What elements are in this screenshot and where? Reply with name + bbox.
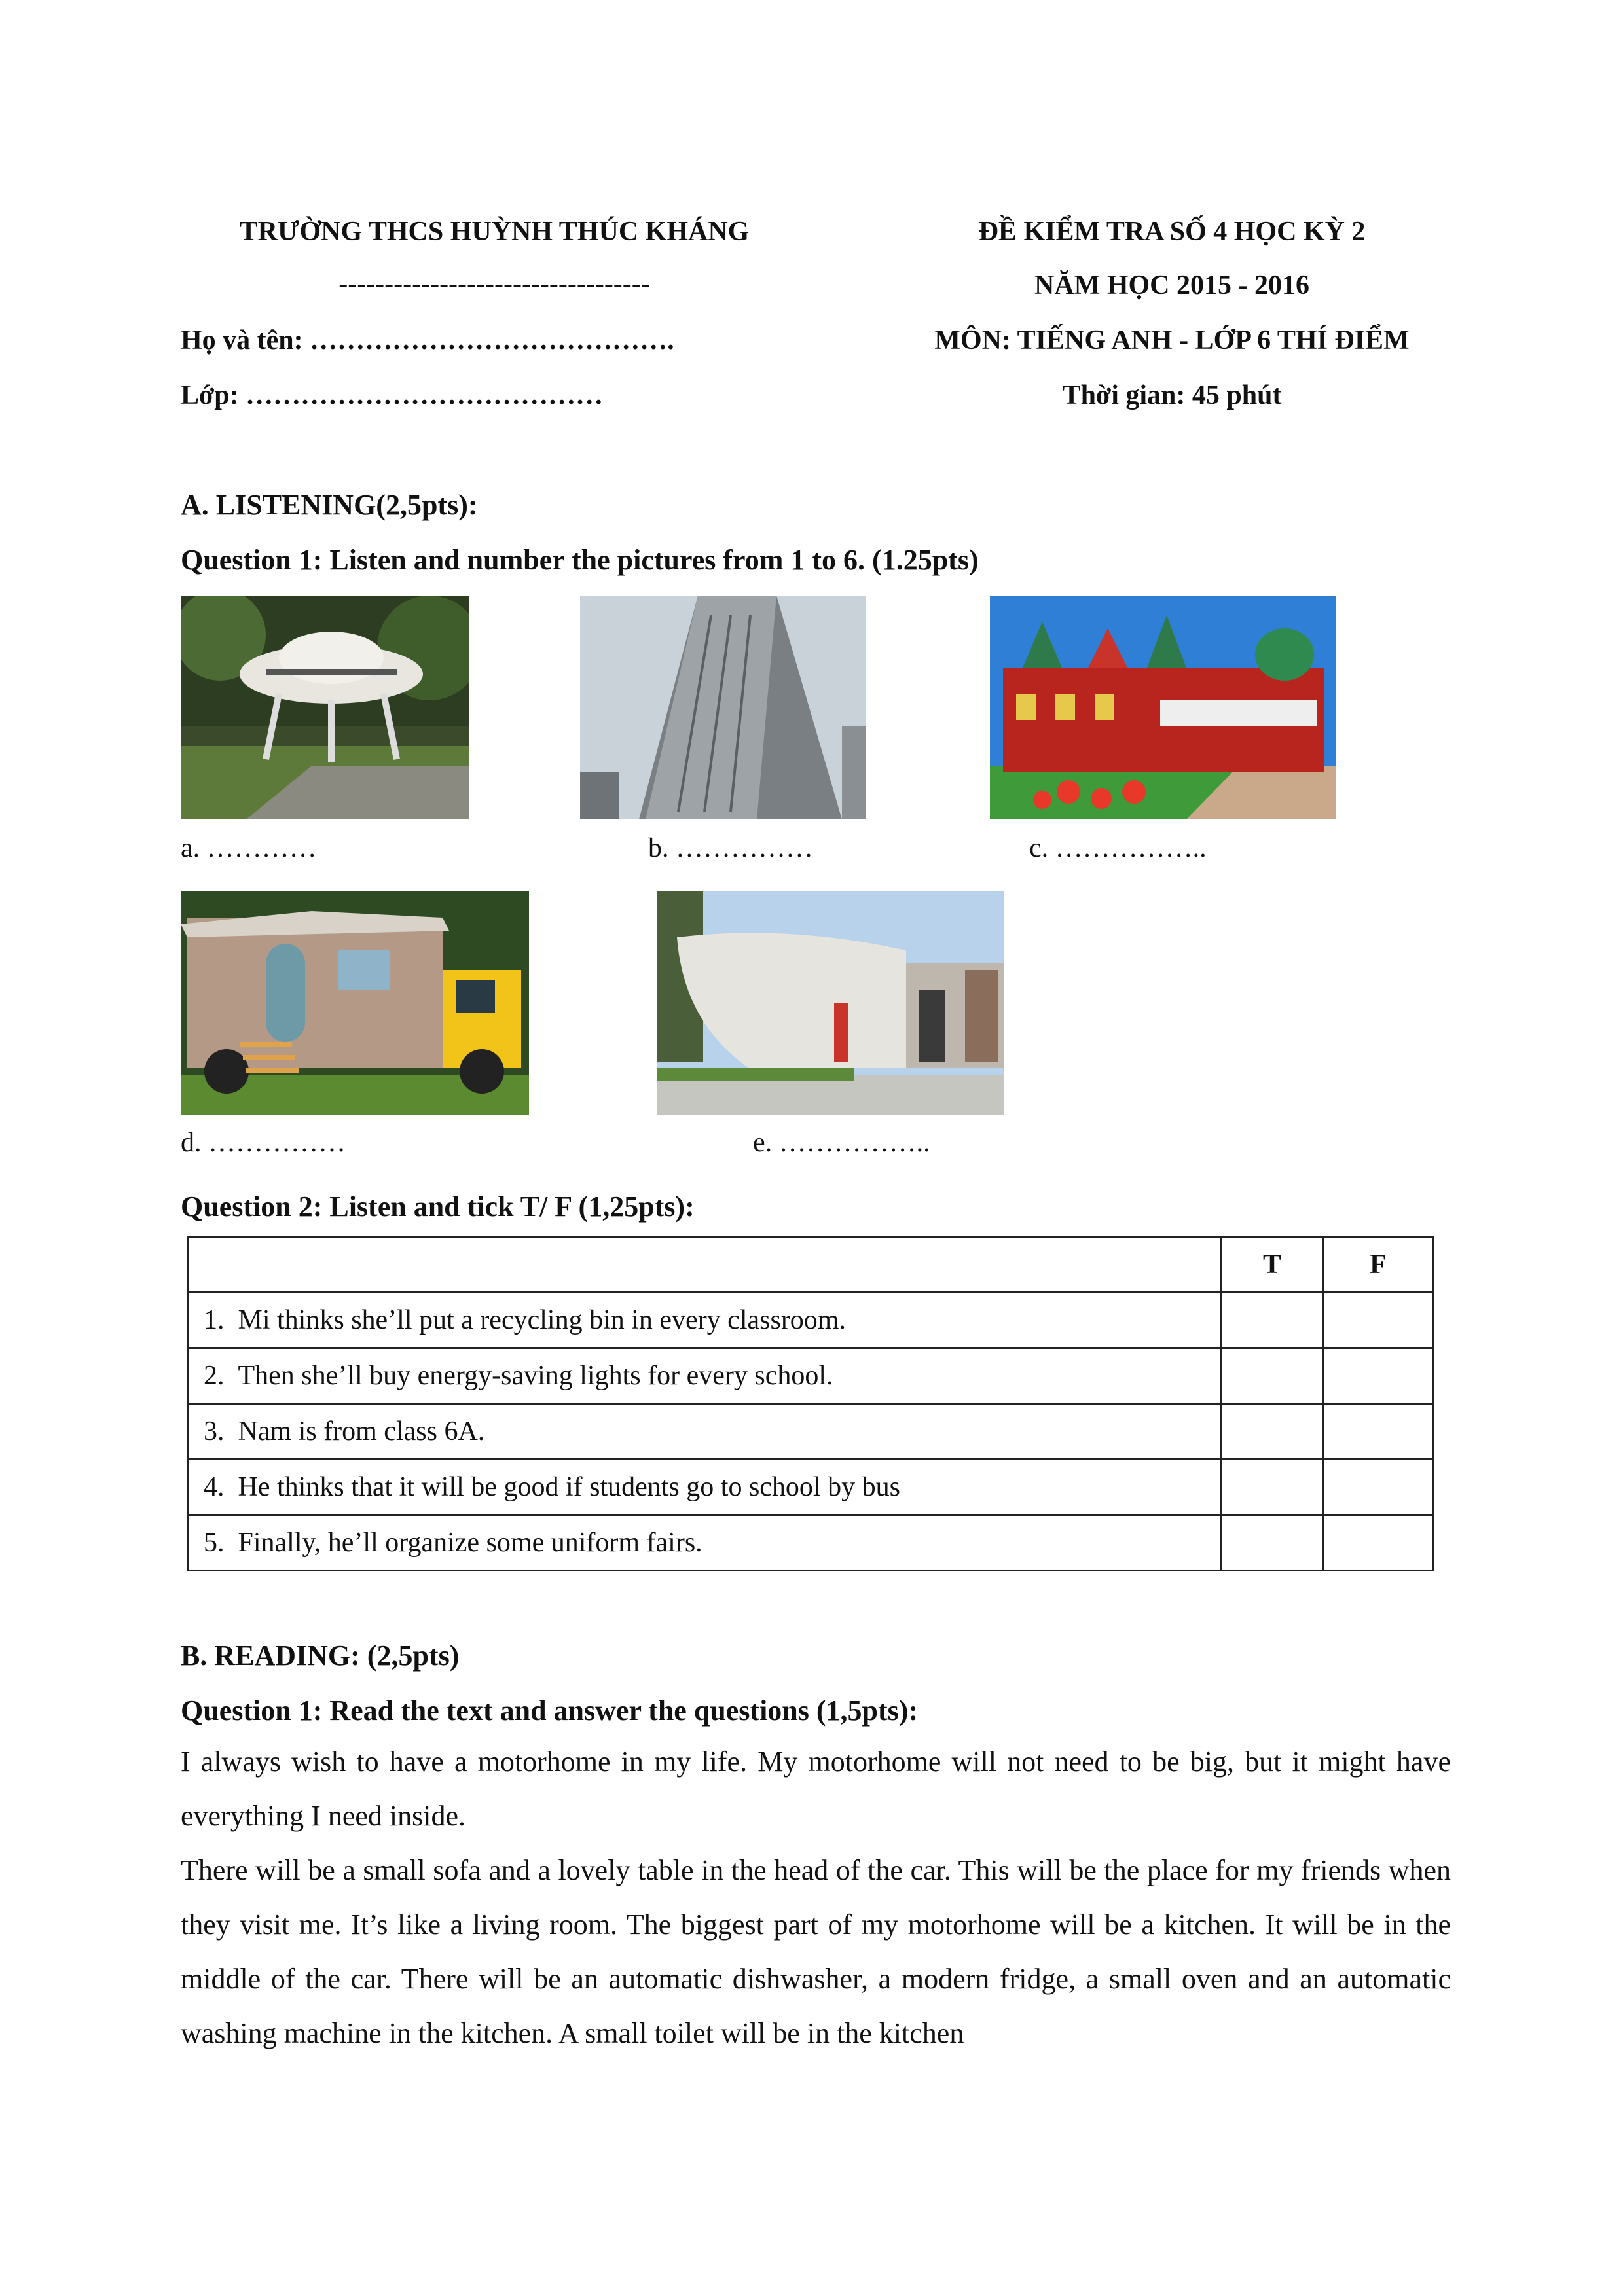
tick-t-cell[interactable]: [1221, 1460, 1324, 1515]
picture-label-c: c. ……………..: [1029, 833, 1207, 863]
tick-f-cell[interactable]: [1324, 1293, 1433, 1348]
modern-house-photo: [657, 891, 1004, 1115]
statement-header-cell: [189, 1237, 1221, 1293]
reading-paragraph-2: There will be a small sofa and a lovely table in the head of the car. This will be the place for my friends when they visit me. It’s like a living room. The biggest part of my motorhome will be a kitchen. It will be in the middle of the car. There will be an automatic dishwasher, a modern fridge, a small oven and an automatic washing machine in the kitchen. A small toilet will be in the kitchen: [181, 1854, 1451, 2049]
table-row: [189, 1293, 1433, 1348]
listening-question-1: Question 1: Listen and number the pictures from 1 to 6. (1.25pts): [181, 544, 979, 576]
statement-cell: 2. Then she’ll buy energy-saving lights for every school.: [189, 1348, 1221, 1404]
tick-f-cell[interactable]: [1324, 1515, 1433, 1571]
reading-paragraph-1: I always wish to have a motorhome in my life. My motorhome will not need to be big, but it might have everything I need inside.: [181, 1746, 1451, 1832]
tick-t-cell[interactable]: [1221, 1348, 1324, 1404]
statement-cell: 5. Finally, he’ll organize some uniform fairs.: [189, 1515, 1221, 1571]
table-row: [189, 1348, 1433, 1404]
exam-time: Thời gian: 45 phút: [1062, 380, 1282, 410]
picture-label-b: b. ……………: [648, 833, 813, 863]
picture-label-d: d. ……………: [181, 1128, 346, 1158]
tick-t-cell[interactable]: [1221, 1293, 1324, 1348]
picture-label-a: a. …………: [181, 833, 317, 863]
reading-section-title: B. READING: (2,5pts): [181, 1640, 460, 1672]
column-f-header: F: [1324, 1237, 1433, 1293]
ufo-house-photo: [181, 596, 469, 819]
tick-f-cell[interactable]: [1324, 1348, 1433, 1404]
tick-t-cell[interactable]: [1221, 1404, 1324, 1460]
table-row: [189, 1404, 1433, 1460]
student-name-line: Họ và tên: ………………………………….: [181, 325, 674, 355]
skyscraper-photo: [580, 596, 866, 819]
header-divider: ----------------------------------: [338, 269, 650, 299]
picture-label-e: e. ……………..: [753, 1128, 930, 1158]
true-false-table: [187, 1236, 1434, 1571]
school-year: NĂM HỌC 2015 - 2016: [1034, 270, 1309, 300]
tick-f-cell[interactable]: [1324, 1404, 1433, 1460]
table-row: [189, 1515, 1433, 1571]
column-t-header: T: [1221, 1237, 1324, 1293]
table-header-row: [189, 1237, 1433, 1293]
statement-cell: 4. He thinks that it will be good if students go to school by bus: [189, 1460, 1221, 1515]
statement-cell: 3. Nam is from class 6A.: [189, 1404, 1221, 1460]
wooden-palace-photo: [990, 596, 1336, 819]
school-name: TRƯỜNG THCS HUỲNH THÚC KHÁNG: [239, 217, 750, 247]
tick-t-cell[interactable]: [1221, 1515, 1324, 1571]
motorhome-photo: [181, 891, 529, 1115]
subject: MÔN: TIẾNG ANH - LỚP 6 THÍ ĐIỂM: [934, 325, 1410, 355]
tick-f-cell[interactable]: [1324, 1460, 1433, 1515]
statement-cell: 1. Mi thinks she’ll put a recycling bin in every classroom.: [189, 1293, 1221, 1348]
exam-title: ĐỀ KIỂM TRA SỐ 4 HỌC KỲ 2: [978, 217, 1366, 247]
class-line: Lớp: …………………………………: [181, 380, 604, 410]
reading-question-1: Question 1: Read the text and answer the questions (1,5pts):: [181, 1695, 919, 1727]
listening-question-2: Question 2: Listen and tick T/ F (1,25pts):: [181, 1191, 695, 1223]
listening-section-title: A. LISTENING(2,5pts):: [181, 489, 478, 521]
table-row: [189, 1460, 1433, 1515]
